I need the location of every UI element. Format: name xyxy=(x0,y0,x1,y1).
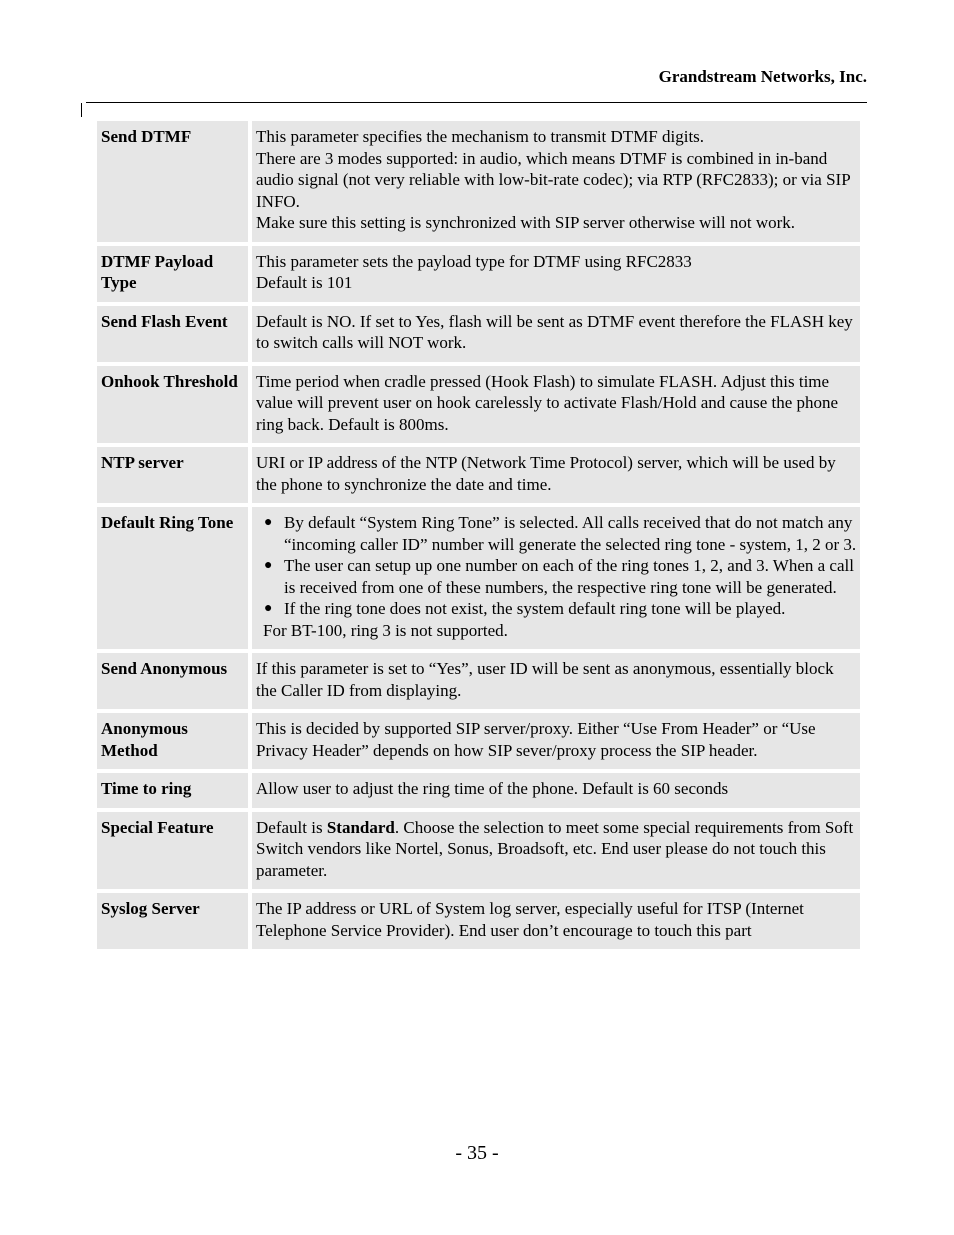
header-divider xyxy=(86,102,867,103)
param-description: Time period when cradle pressed (Hook Flash) to simulate FLASH. Adjust this time value will prevent user on hook carelessly to activate Flash/Hold and cause the phone ring back. Default is 800ms. xyxy=(252,366,860,444)
header-margin-mark xyxy=(81,103,82,117)
description-line: This parameter sets the payload type for DTMF using RFC2833 xyxy=(256,251,692,271)
list-item xyxy=(264,512,858,555)
table-row xyxy=(97,447,860,503)
ring-tone-note: For BT-100, ring 3 is not supported. xyxy=(263,620,508,640)
header-company-name: Grandstream Networks, Inc. xyxy=(658,67,867,86)
table-row xyxy=(97,306,860,362)
param-name: Onhook Threshold xyxy=(97,366,248,444)
param-description: The IP address or URL of System log server, especially useful for ITSP (Internet Telephone Service Provider). End user don’t encourage to touch this part xyxy=(252,893,860,949)
description-line: Make sure this setting is synchronized with SIP server otherwise will not work. xyxy=(256,213,796,232)
param-name: Time to ring xyxy=(97,773,248,808)
param-name: Send DTMF xyxy=(97,121,248,242)
param-description: Default is NO. If set to Yes, flash will be sent as DTMF event therefore the FLASH key to switch calls will NOT work. xyxy=(252,306,860,362)
param-description xyxy=(252,246,860,302)
param-name: Anonymous Method xyxy=(97,713,248,769)
bullet-icon: ● xyxy=(264,601,273,616)
param-name: Send Anonymous xyxy=(97,653,248,709)
param-name: Send Flash Event xyxy=(97,306,248,362)
table-row xyxy=(97,773,860,808)
page-number: - 35 - xyxy=(455,1142,499,1164)
bullet-icon: ● xyxy=(264,558,273,573)
list-item-text: If the ring tone does not exist, the system default ring tone will be played. xyxy=(284,599,786,618)
param-description: If this parameter is set to “Yes”, user ID will be sent as anonymous, essentially block the Caller ID from displaying. xyxy=(252,653,860,709)
description-line: This parameter specifies the mechanism to transmit DTMF digits. xyxy=(256,127,705,146)
table-row xyxy=(97,653,860,709)
description-line: Default is 101 xyxy=(256,273,353,292)
param-description xyxy=(252,121,860,242)
list-item-text: By default “System Ring Tone” is selected. All calls received that do not match any “incoming caller ID” number will generate the selected ring tone - system, 1, 2 or 3. xyxy=(284,513,857,554)
param-name: NTP server xyxy=(97,447,248,503)
description-text: Default is xyxy=(256,817,327,837)
param-name: Syslog Server xyxy=(97,893,248,949)
list-item-text: The user can setup up one number on each of the ring tones 1, 2, and 3. When a call is received from one of these numbers, the respective ring tone will be generated. xyxy=(284,556,854,597)
description-line: There are 3 modes supported: in audio, which means DTMF is combined in in-band audio signal (not very reliable with low-bit-rate codec); via RTP (RFC2833); or via SIP INFO. xyxy=(256,148,851,211)
param-description xyxy=(252,507,860,649)
list-item xyxy=(264,555,858,598)
bullet-icon: ● xyxy=(264,515,273,530)
param-name: Special Feature xyxy=(97,812,248,890)
table-row xyxy=(97,507,860,649)
param-name: DTMF Payload Type xyxy=(97,246,248,302)
table-row xyxy=(97,812,860,890)
table-row xyxy=(97,893,860,949)
table-row xyxy=(97,246,860,302)
bullet-list xyxy=(256,512,858,620)
list-item xyxy=(264,598,858,620)
parameter-table xyxy=(93,117,864,953)
default-value: Standard xyxy=(326,817,395,837)
table-row xyxy=(97,121,860,242)
table-row xyxy=(97,713,860,769)
param-description: This is decided by supported SIP server/proxy. Either “Use From Header” or “Use Privacy Header” depends on how SIP sever/proxy process the SIP header. xyxy=(252,713,860,769)
param-description xyxy=(252,812,860,890)
table-row xyxy=(97,366,860,444)
param-description: URI or IP address of the NTP (Network Time Protocol) server, which will be used by the phone to synchronize the date and time. xyxy=(252,447,860,503)
description-text: . Choose the selection to meet some special requirements from Soft Switch vendors like Nortel, Sonus, Broadsoft, etc. End user please do not touch this parameter. xyxy=(256,817,854,880)
param-description: Allow user to adjust the ring time of the phone. Default is 60 seconds xyxy=(252,773,860,808)
param-name: Default Ring Tone xyxy=(97,507,248,649)
